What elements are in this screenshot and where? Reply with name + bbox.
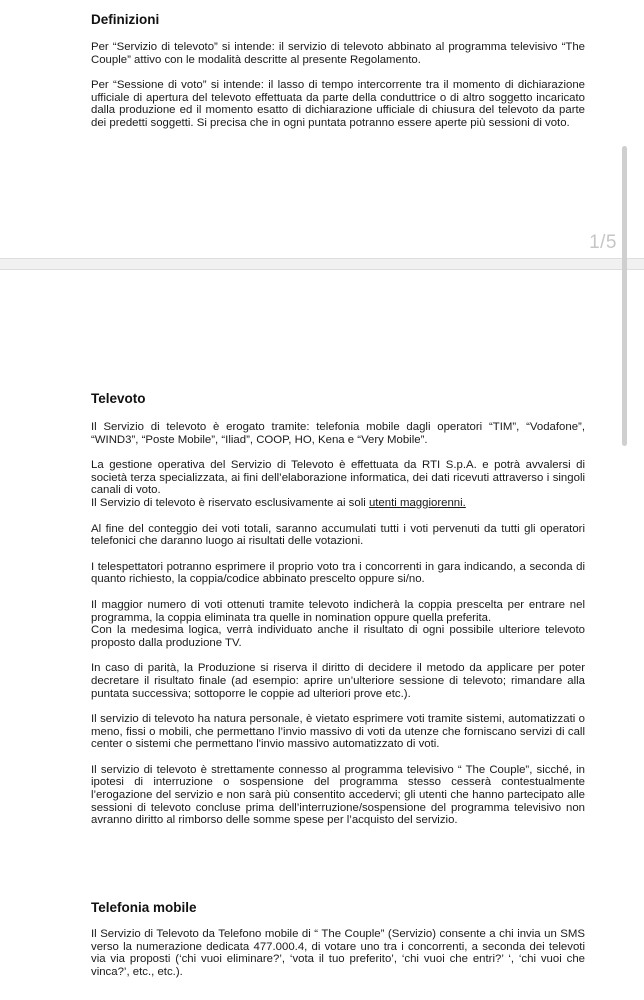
definizioni-heading: Definizioni — [91, 12, 160, 27]
televoto-paragraph: Il Servizio di televoto è erogato tramite: telefonia mobile dagli operatori “TIM”, “Vodafone”, “WIND3”, “Poste Mobile”, “Iliad”, COOP, HO, Kena e “Very Mobile”. — [91, 421, 585, 446]
page-separator — [0, 258, 644, 270]
definizioni-paragraph: Per “Servizio di televoto” si intende: il servizio di televoto abbinato al programma televisivo “The Couple” attivo con le modalità descritte al presente Regolamento. — [91, 41, 585, 66]
document-page-1 — [0, 0, 644, 258]
telefonia-heading: Telefonia mobile — [91, 900, 197, 915]
televoto-paragraph: I telespettatori potranno esprimere il proprio voto tra i concorrenti in gara indicando, a seconda di quanto richiesto, la coppia/codice abbinato prescelto oppure si/no. — [91, 560, 585, 586]
televoto-paragraph: Con la medesima logica, verrà individuato anche il risultato di ogni possibile ulteriore televoto proposto dalla produzione TV. — [91, 624, 585, 649]
televoto-paragraph: Al fine del conteggio dei voti totali, saranno accumulati tutti i voti pervenuti da tutti gli operatori telefonici che daranno luogo ai risultati delle votazioni. — [91, 522, 585, 548]
televoto-paragraph: Il servizio di televoto ha natura personale, è vietato esprimere voti tramite sistemi, automatizzati o meno, fissi o mobili, che permettano l’invio massivo di voti da utenze che forniscano servizi di call center o sistemi che permettano l'invio massivo automatizzato di voti. — [91, 713, 585, 751]
televoto-paragraph — [91, 497, 585, 510]
maggiorenni-underlined: utenti maggiorenni. — [368, 496, 466, 509]
vertical-scrollbar[interactable] — [622, 146, 627, 446]
document-page-2 — [0, 270, 644, 1000]
page-indicator: 1/5 — [589, 232, 617, 253]
televoto-paragraph: Il servizio di televoto è strettamente connesso al programma televisivo “ The Couple”, sicché, in ipotesi di interruzione o sospensione del programma stesso cesserà contestualmente l’erogazione del servizio e non sarà più consentito accedervi; gli utenti che hanno partecipato alle sessioni di televoto concluse prima dell’interruzione/sospensione del programma televisivo non avranno diritto al rimborso delle somme spese per l’acquisto del servizio. — [91, 763, 585, 827]
televoto-heading: Televoto — [91, 391, 146, 406]
televoto-paragraph: La gestione operativa del Servizio di Televoto è effettuata da RTI S.p.A. e potrà avvalersi di società terza specializzata, ai fini dell’elaborazione informatica, dei dati ricevuti attraverso i singoli canali di voto. — [91, 459, 585, 497]
televoto-section — [91, 391, 585, 827]
definizioni-paragraph: Per “Sessione di voto” si intende: il lasso di tempo intercorrente tra il momento di dichiarazione ufficiale di apertura del televoto effettuata da parte della conduttrice o di altro soggetto incaricato dalla produzione ed il momento esatto di dichiarazione ufficiale di chiusura del televoto da parte dei predetti soggetti. Si precisa che in ogni puntata potranno essere aperte più sessioni di voto. — [91, 79, 585, 129]
definizioni-section — [91, 12, 585, 130]
telefonia-section — [91, 900, 585, 978]
maggiorenni-prefix: Il Servizio di televoto è riservato esclusivamente ai soli — [91, 496, 369, 509]
telefonia-paragraph: Il Servizio di Televoto da Telefono mobile di “ The Couple” (Servizio) consente a chi invia un SMS verso la numerazione dedicata 477.000.4, di votare uno tra i concorrenti, a seconda dei televoti via via proposti (‘chi vuoi eliminare?’, ‘vota il tuo preferito’, ‘chi vuoi che entri?’ ‘, ‘chi vuoi che vinca?’, etc., etc.). — [91, 928, 585, 978]
televoto-paragraph: In caso di parità, la Produzione si riserva il diritto di decidere il metodo da applicare per poter decretare il risultato finale (ad esempio: aprire un’ulteriore sessione di televoto; rimandare alla puntata successiva; sottoporre le coppie ad ulteriori prove etc.). — [91, 662, 585, 700]
televoto-paragraph: Il maggior numero di voti ottenuti tramite televoto indicherà la coppia prescelta per entrare nel programma, la coppia eliminata tra quelle in nomination oppure quella preferita. — [91, 598, 585, 624]
